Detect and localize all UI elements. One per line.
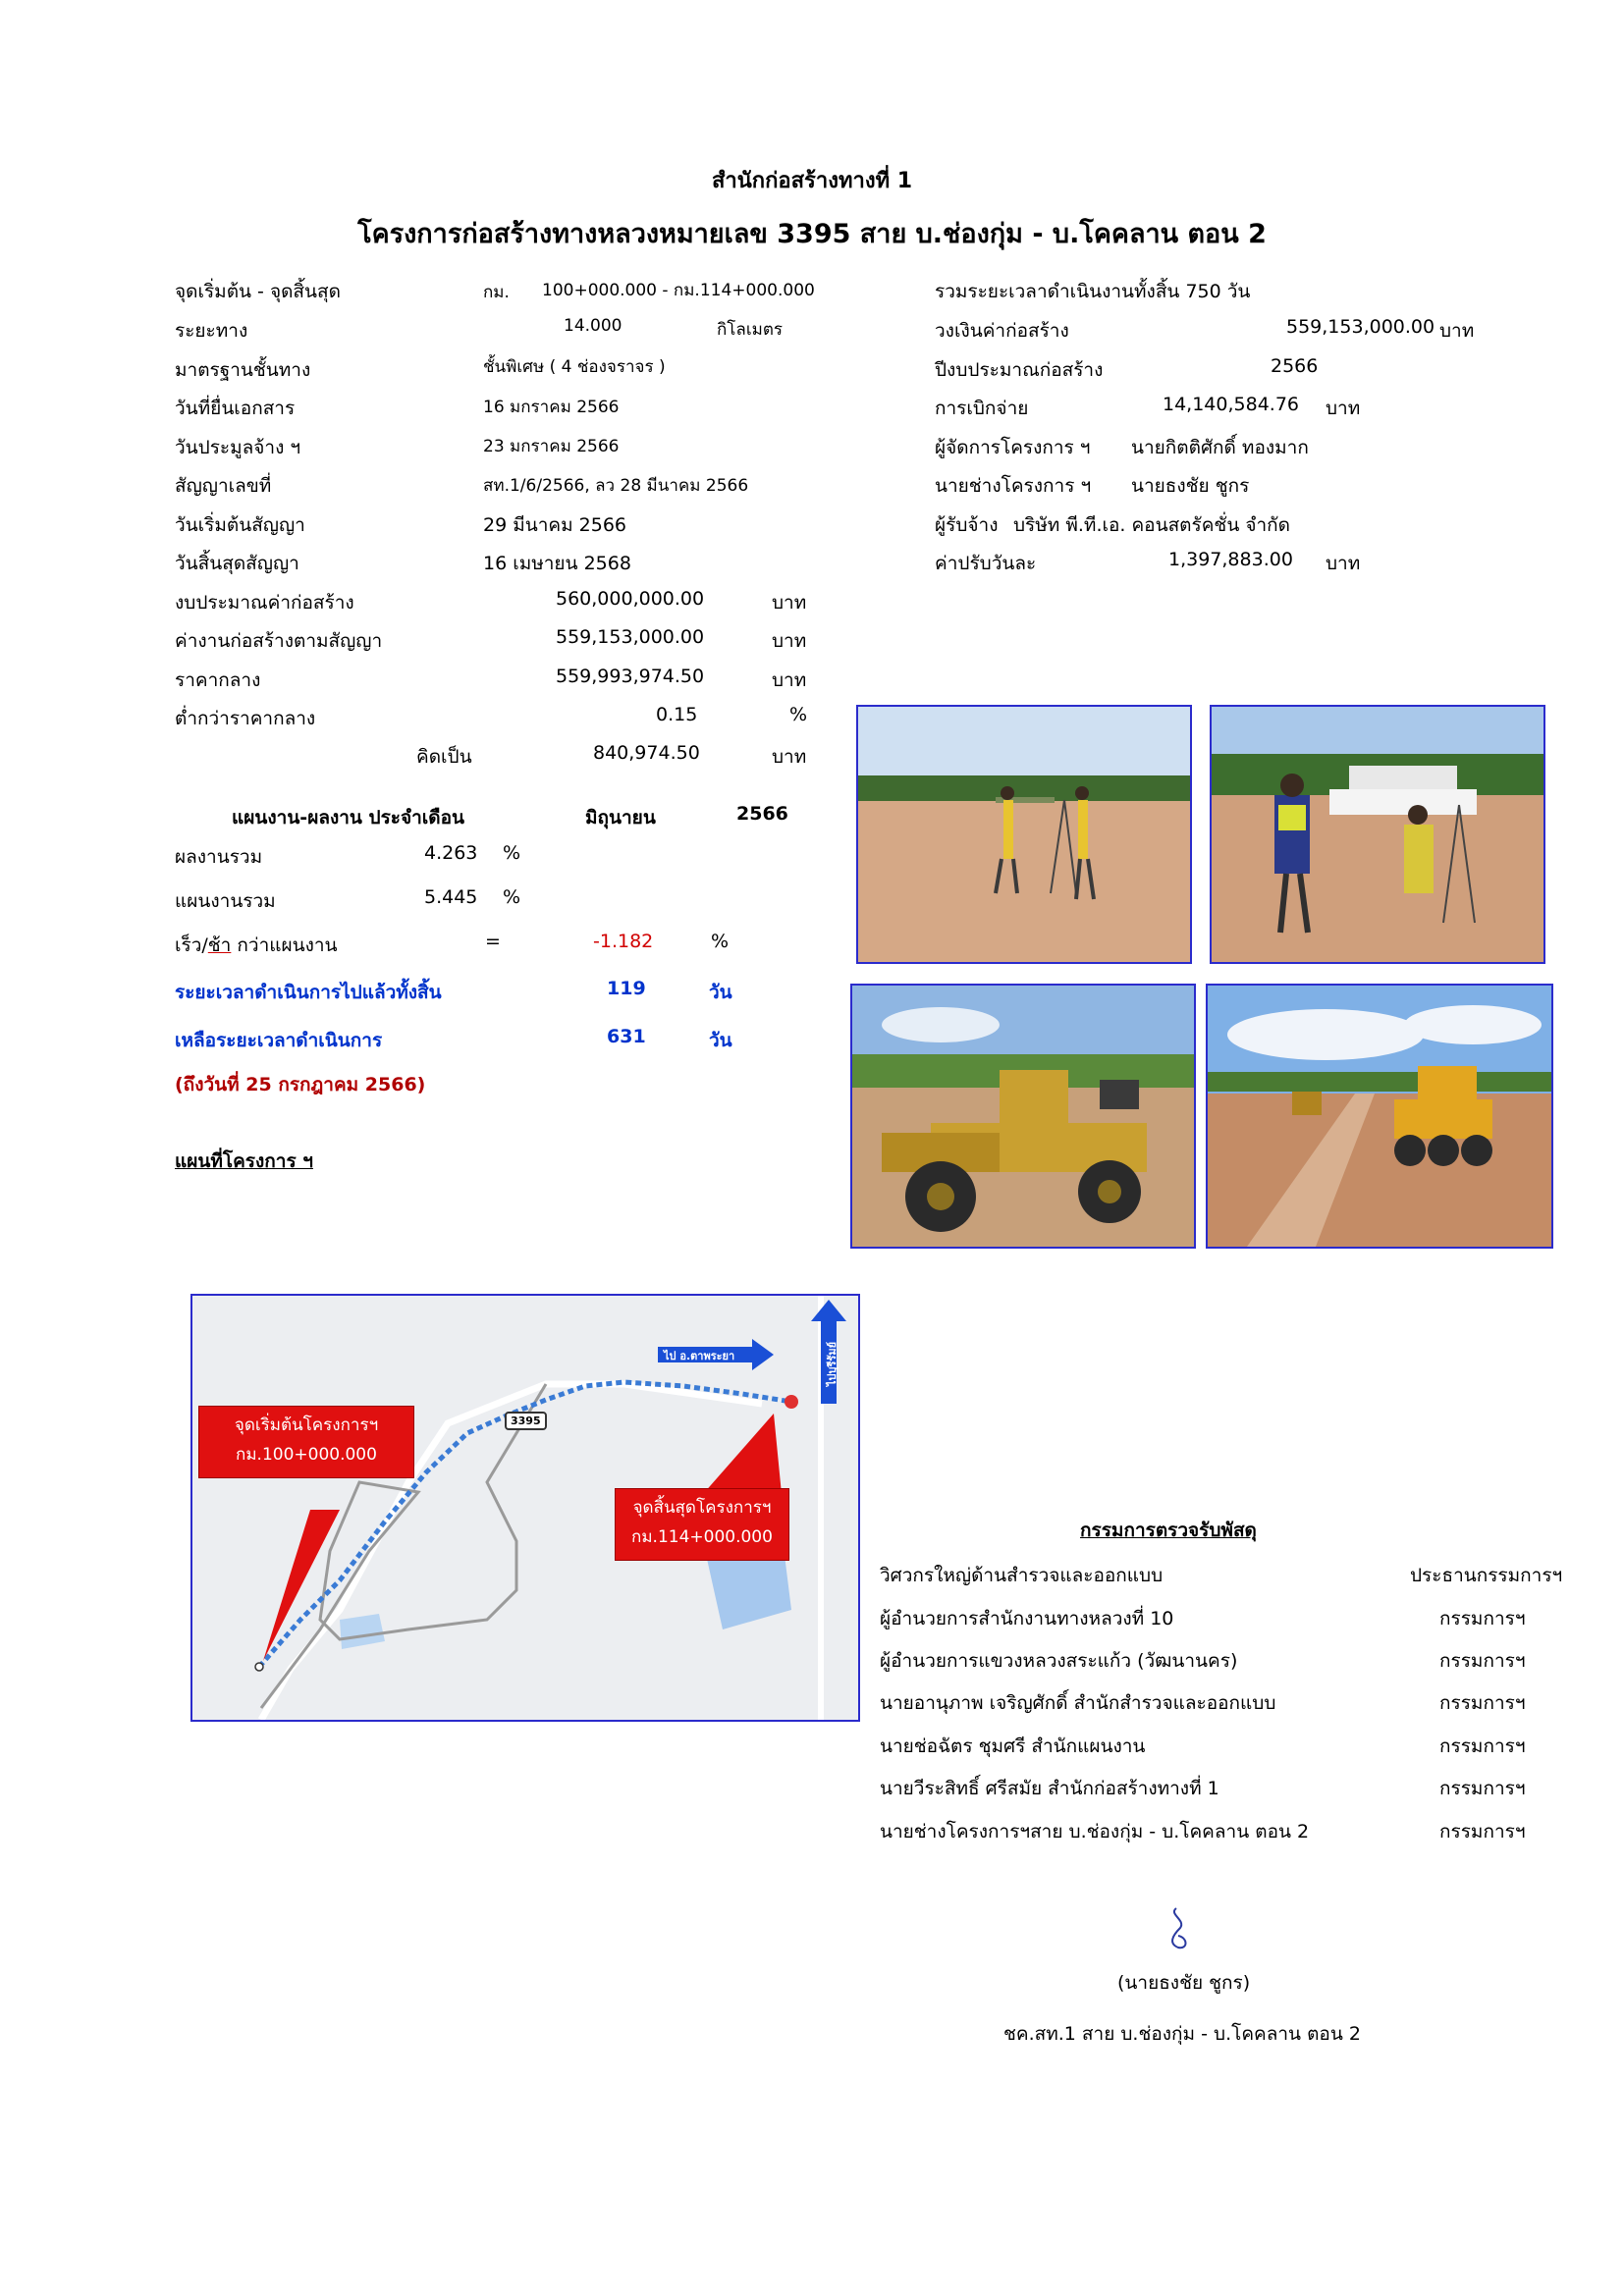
elapsed-label: ระยะเวลาดำเนินการไปแล้วทั้งสิ้น — [175, 982, 442, 1003]
committee-member-name: ผู้อำนวยการแขวงหลวงสระแก้ว (วัฒนานคร) — [880, 1650, 1238, 1672]
submit-label: วันที่ยื่นเอกสาร — [175, 398, 296, 419]
finance-value: 560,000,000.00 — [556, 588, 705, 610]
budget-value: 559,153,000.00 — [1286, 316, 1435, 338]
fiscal-value: 2566 — [1271, 355, 1319, 377]
contract-start-value: 29 มีนาคม 2566 — [483, 514, 627, 536]
committee-member-name: นายช่อฉัตร ชุมศรี สำนักแผนงาน — [880, 1735, 1146, 1757]
result-unit: % — [503, 842, 521, 864]
map-arrow-up-label: ไปบุรีรัมย์ — [826, 1341, 839, 1386]
finance-label: งบประมาณค่าก่อสร้าง — [175, 592, 354, 614]
project-title: โครงการก่อสร้างทางหลวงหมายเลข 3395 สาย บ.ช่องกุ่ม - บ.โคคลาน ตอน 2 — [357, 219, 1267, 249]
finance-unit: % — [789, 704, 808, 725]
budget-label: วงเงินค่าก่อสร้าง — [935, 320, 1069, 342]
contract-end-value: 16 เมษายน 2568 — [483, 553, 631, 574]
contractor-label: ผู้รับจ้าง — [935, 514, 999, 536]
committee-member-role: ประธานกรรมการฯ — [1410, 1565, 1563, 1586]
start-end-value: 100+000.000 - กม.114+000.000 — [542, 281, 815, 300]
contract-start-label: วันเริ่มต้นสัญญา — [175, 514, 305, 536]
committee-member-name: ผู้อำนวยการสำนักงานทางหลวงที่ 10 — [880, 1608, 1174, 1629]
committee-heading: กรรมการตรวจรับพัสดุ — [1080, 1520, 1257, 1541]
fine-value: 1,397,883.00 — [1168, 549, 1293, 570]
map-heading: แผนที่โครงการ ฯ — [175, 1150, 313, 1172]
route-3395-badge: 3395 — [505, 1412, 547, 1430]
standard-label: มาตรฐานชั้นทาง — [175, 359, 311, 381]
fine-label: ค่าปรับวันละ — [935, 553, 1037, 574]
signatory-name: (นายธงชัย ชูกร) — [1117, 1972, 1251, 1994]
engineer-value: นายธงชัย ชูกร — [1131, 475, 1250, 497]
plan-unit: % — [503, 886, 521, 908]
committee-member-role: กรรมการฯ — [1439, 1821, 1526, 1842]
progress-month: มิถุนายน — [585, 807, 656, 828]
distance-label: ระยะทาง — [175, 320, 248, 342]
end-point-callout — [615, 1488, 789, 1561]
contract-no-value: สท.1/6/2566, ลว 28 มีนาคม 2566 — [483, 476, 749, 496]
disburse-unit: บาท — [1326, 398, 1361, 419]
calc-value: 840,974.50 — [593, 742, 700, 764]
calc-label: คิดเป็น — [416, 746, 472, 768]
committee-member-role: กรรมการฯ — [1439, 1735, 1526, 1757]
start-end-prefix: กม. — [483, 283, 510, 302]
start-point-callout — [198, 1406, 414, 1478]
contract-no-label: สัญญาเลขที่ — [175, 475, 272, 497]
distance-unit: กิโลเมตร — [717, 320, 784, 340]
finance-value: 559,993,974.50 — [556, 666, 705, 687]
disburse-label: การเบิกจ่าย — [935, 398, 1029, 419]
diff-label-post: กว่าแผนงาน — [231, 934, 338, 956]
end-callout-line-2: กม.114+000.000 — [631, 1527, 773, 1547]
start-callout-line-1: จุดเริ่มต้นโครงการฯ — [234, 1415, 379, 1435]
committee-member-role: กรรมการฯ — [1439, 1608, 1526, 1629]
calc-unit: บาท — [772, 746, 807, 768]
committee-member-role: กรรมการฯ — [1439, 1778, 1526, 1799]
committee-member-role: กรรมการฯ — [1439, 1650, 1526, 1672]
remain-label: เหลือระยะเวลาดำเนินการ — [175, 1030, 383, 1051]
diff-label-mid: ช้า — [207, 934, 232, 956]
manager-value: นายกิตติศักดิ์ ทองมาก — [1131, 437, 1309, 458]
submit-value: 16 มกราคม 2566 — [483, 398, 620, 417]
site-photo-grader — [850, 984, 1196, 1249]
elapsed-unit: วัน — [709, 982, 732, 1003]
committee-member-name: นายอานุภาพ เจริญศักดิ์ สำนักสำรวจและออกแบบ — [880, 1692, 1276, 1714]
site-photo-survey-1 — [856, 705, 1192, 964]
elapsed-value: 119 — [607, 978, 646, 999]
duration-text: รวมระยะเวลาดำเนินงานทั้งสิ้น 750 วัน — [935, 281, 1251, 302]
as-of-date: (ถึงวันที่ 25 กรกฎาคม 2566) — [175, 1074, 426, 1095]
diff-value: -1.182 — [593, 931, 654, 952]
site-photo-survey-2 — [1210, 705, 1545, 964]
remain-value: 631 — [607, 1026, 646, 1047]
finance-value: 559,153,000.00 — [556, 626, 705, 648]
diff-label-pre: เร็ว/ — [175, 934, 208, 956]
finance-unit: บาท — [772, 630, 807, 652]
fiscal-label: ปีงบประมาณก่อสร้าง — [935, 359, 1104, 381]
contractor-value: บริษัท พี.ที.เอ. คอนสตรัคชั่น จำกัด — [1013, 514, 1290, 536]
finance-label: ราคากลาง — [175, 669, 261, 691]
remain-unit: วัน — [709, 1030, 732, 1051]
distance-value: 14.000 — [564, 316, 623, 336]
result-label: ผลงานรวม — [175, 846, 263, 868]
project-map — [190, 1294, 860, 1722]
committee-member-name: นายวีระสิทธิ์ ศรีสมัย สำนักก่อสร้างทางที่ 1 — [880, 1778, 1219, 1799]
diff-unit: % — [711, 931, 730, 952]
engineer-label: นายช่างโครงการ ฯ — [935, 475, 1092, 497]
office-title: สำนักก่อสร้างทางที่ 1 — [711, 169, 913, 193]
budget-unit: บาท — [1439, 320, 1475, 342]
signature-mark — [1164, 1904, 1194, 1953]
manager-label: ผู้จัดการโครงการ ฯ — [935, 437, 1091, 458]
finance-unit: บาท — [772, 669, 807, 691]
end-callout-line-1: จุดสิ้นสุดโครงการฯ — [632, 1498, 772, 1518]
finance-unit: บาท — [772, 592, 807, 614]
bid-value: 23 มกราคม 2566 — [483, 437, 620, 456]
progress-heading: แผนงาน-ผลงาน ประจำเดือน — [232, 807, 465, 828]
committee-member-role: กรรมการฯ — [1439, 1692, 1526, 1714]
committee-member-name: นายช่างโครงการฯสาย บ.ช่องกุ่ม - บ.โคคลาน ตอน 2 — [880, 1821, 1310, 1842]
start-callout-line-2: กม.100+000.000 — [236, 1445, 377, 1465]
diff-eq: = — [485, 931, 501, 952]
map-arrow-right-label: ไป อ.ตาพระยา — [664, 1350, 735, 1362]
site-photo-roller — [1206, 984, 1553, 1249]
diff-label — [175, 931, 338, 960]
plan-value: 5.445 — [424, 886, 478, 908]
signatory-position: ชค.สท.1 สาย บ.ช่องกุ่ม - บ.โคคลาน ตอน 2 — [1003, 2023, 1361, 2045]
start-end-label: จุดเริ่มต้น - จุดสิ้นสุด — [175, 281, 341, 302]
plan-label: แผนงานรวม — [175, 890, 276, 912]
fine-unit: บาท — [1326, 553, 1361, 574]
contract-end-label: วันสิ้นสุดสัญญา — [175, 553, 299, 574]
bid-label: วันประมูลจ้าง ฯ — [175, 437, 301, 458]
finance-label: ค่างานก่อสร้างตามสัญญา — [175, 630, 383, 652]
committee-member-name: วิศวกรใหญ่ด้านสำรวจและออกแบบ — [880, 1565, 1164, 1586]
standard-value: ชั้นพิเศษ ( 4 ช่องจราจร ) — [483, 357, 666, 377]
progress-year: 2566 — [736, 803, 788, 825]
finance-label: ต่ำกว่าราคากลาง — [175, 708, 316, 729]
result-value: 4.263 — [424, 842, 478, 864]
disburse-value: 14,140,584.76 — [1163, 394, 1300, 415]
finance-value: 0.15 — [656, 704, 698, 725]
